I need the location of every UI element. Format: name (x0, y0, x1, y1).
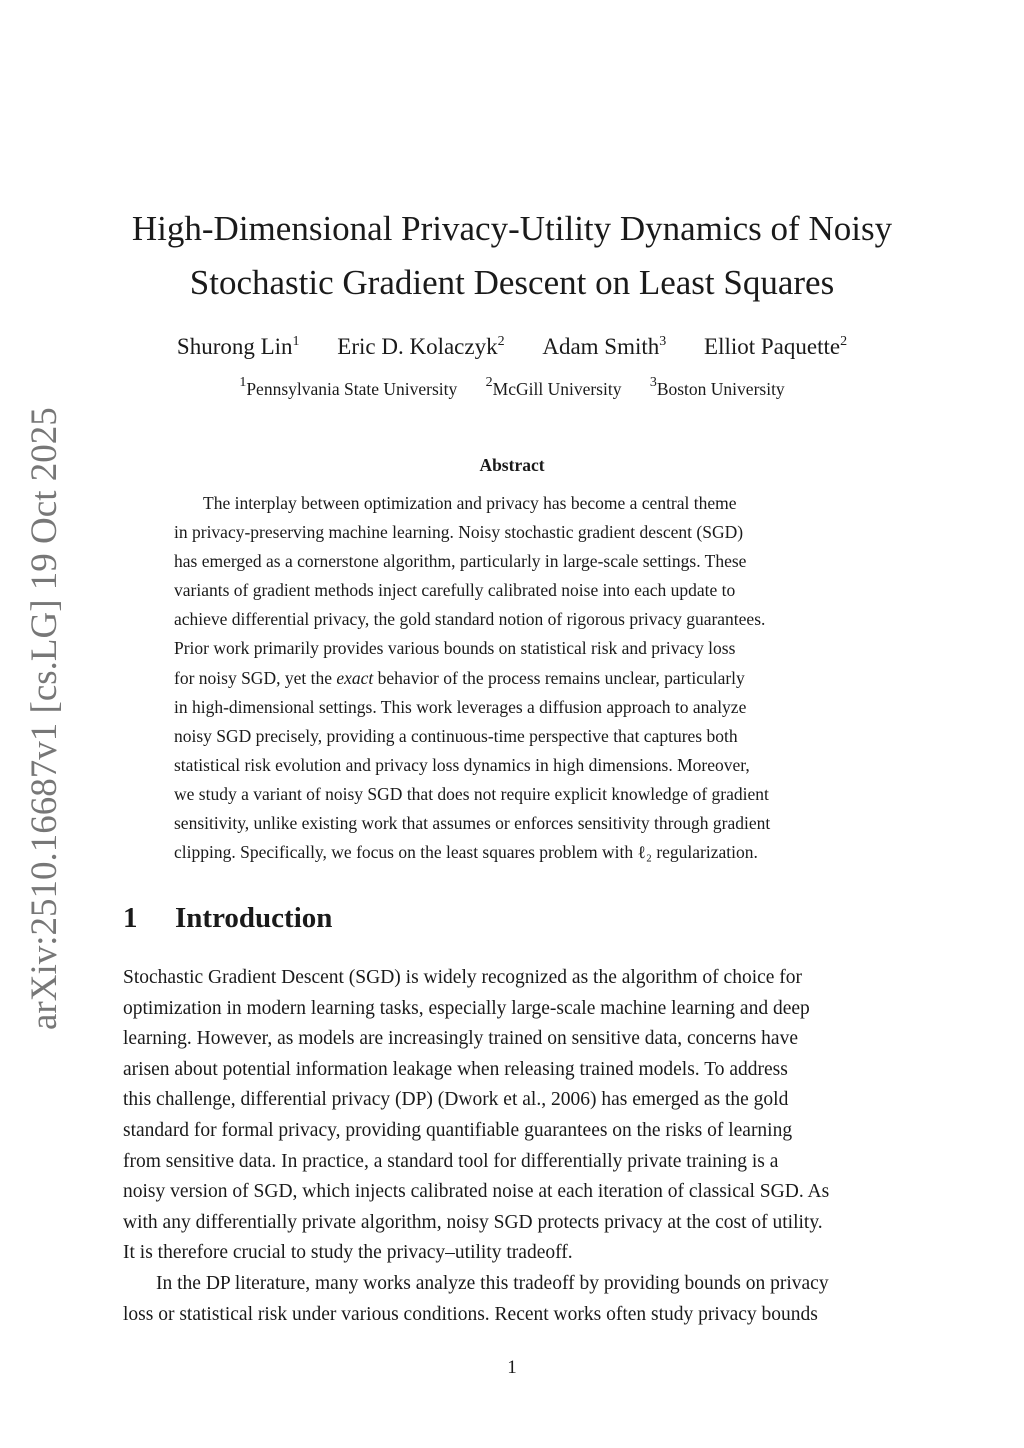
section-number: 1 (123, 902, 138, 934)
page-number: 1 (507, 1357, 517, 1378)
affiliation-list (100, 375, 924, 400)
intro-line: from sensitive data. In practice, a standard tool for differentially private training is a (123, 1150, 779, 1172)
intro-line: standard for formal privacy, providing quantifiable guarantees on the risks of learning (123, 1119, 793, 1141)
abstract-line: for noisy SGD, yet the exact behavior of the process remains unclear, particularly (174, 667, 745, 688)
author: Shurong Lin$^1$ (176, 334, 300, 359)
intro-line: noisy version of SGD, which injects calibrated noise at each iteration of classical SGD. As (123, 1181, 830, 1203)
intro-line: loss or statistical risk under various conditions. Recent works often study privacy bounds (123, 1303, 818, 1325)
intro-line: Stochastic Gradient Descent (SGD) is widely recognized as the algorithm of choice for (123, 967, 803, 988)
emphasis-exact: exact (336, 667, 374, 688)
affiliation: $^3$Boston University (649, 375, 785, 399)
section-heading (123, 902, 332, 935)
affiliation: $^1$Pennsylvania State University (239, 375, 458, 399)
arxiv-identifier: arXiv:2510.16687v1 [cs.LG] 19 Oct 2025 (24, 407, 65, 1030)
intro-line: arisen about potential information leakage when releasing trained models. To address (123, 1058, 788, 1080)
title-line: Stochastic Gradient Descent on Least Squares (189, 263, 835, 302)
intro-line: optimization in modern learning tasks, especially large-scale machine learning and deep (123, 997, 810, 1019)
abstract-line: Prior work primarily provides various bounds on statistical risk and privacy loss (174, 638, 736, 659)
intro-line: this challenge, differential privacy (DP) (Dwork et al., 2006) has emerged as the gold (123, 1089, 789, 1111)
author: Elliot Paquette$^2$ (704, 334, 848, 359)
intro-text (123, 963, 829, 1330)
abstract-line: noisy SGD precisely, providing a continuous-time perspective that captures both (174, 725, 738, 746)
abstract-line: has emerged as a cornerstone algorithm, particularly in large-scale settings. These (174, 551, 747, 572)
intro-line: learning. However, as models are increasingly trained on sensitive data, concerns have (123, 1028, 798, 1050)
abstract-line: we study a variant of noisy SGD that does not require explicit knowledge of gradient (174, 783, 769, 804)
abstract-body (174, 489, 770, 867)
intro-line: It is therefore crucial to study the privacy–utility tradeoff. (123, 1242, 573, 1264)
abstract-line: statistical risk evolution and privacy loss dynamics in high dimensions. Moreover, (174, 754, 750, 775)
author: Adam Smith$^3$ (542, 334, 667, 359)
section-title: Introduction (175, 902, 333, 934)
abstract-line: The interplay between optimization and privacy has become a central theme (203, 493, 737, 513)
abstract-line: variants of gradient methods inject carefully calibrated noise into each update to (174, 580, 736, 601)
author-list (100, 334, 924, 360)
abstract-line: sensitivity, unlike existing work that assumes or enforces sensitivity through gradient (174, 813, 771, 834)
abstract-line: clipping. Specifically, we focus on the least squares problem with ℓ₂ regularization. (174, 842, 758, 863)
abstract-heading: Abstract (479, 455, 545, 475)
abstract-line: in privacy-preserving machine learning. Noisy stochastic gradient descent (SGD) (174, 522, 744, 543)
intro-line: with any differentially private algorithm, noisy SGD protects privacy at the cost of utility. (123, 1211, 823, 1233)
affiliation: $^2$McGill University (485, 375, 622, 399)
intro-line: In the DP literature, many works analyze this tradeoff by providing bounds on privacy (156, 1272, 829, 1294)
abstract-line: in high-dimensional settings. This work leverages a diffusion approach to analyze (174, 696, 747, 717)
title-line: High-Dimensional Privacy-Utility Dynamics of Noisy (131, 209, 893, 248)
paper-title (100, 202, 924, 310)
abstract-line: achieve differential privacy, the gold standard notion of rigorous privacy guarantees. (174, 609, 766, 630)
author: Eric D. Kolaczyk$^2$ (337, 334, 505, 359)
